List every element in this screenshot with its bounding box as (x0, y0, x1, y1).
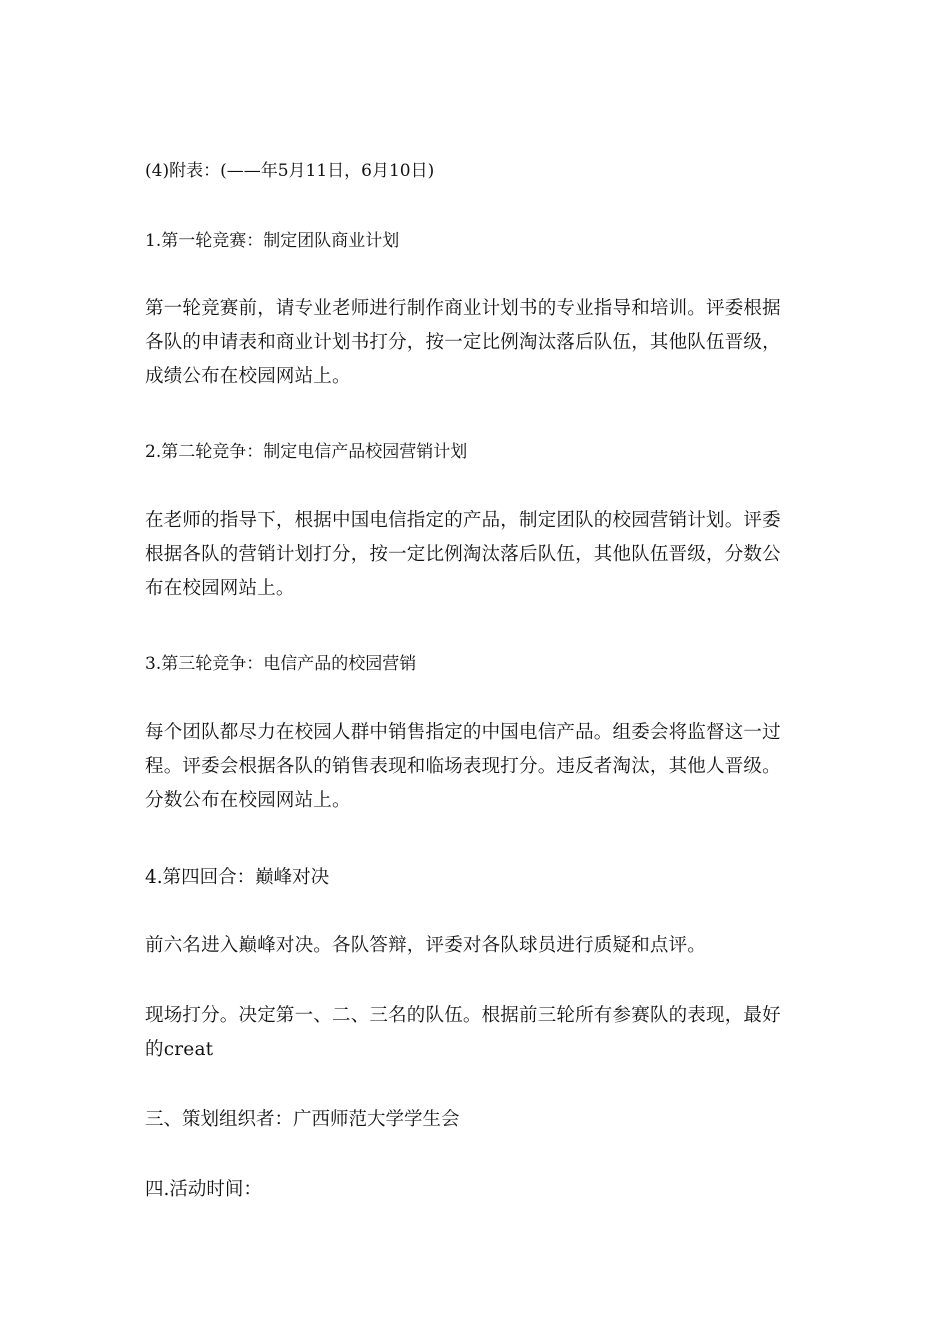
section-4-body-line: 前六名进入巅峰对决。各队答辩，评委对各队球员进行质疑和点评。 (145, 935, 707, 956)
section-2-body-line: 在老师的指导下，根据中国电信指定的产品，制定团队的校园营销计划。评委 (145, 510, 781, 531)
section-3-body-line: 每个团队都尽力在校园人群中销售指定的中国电信产品。组委会将监督这一过 (145, 722, 781, 743)
section-2-heading: 2.第二轮竞争：制定电信产品校园营销计划 (145, 442, 468, 462)
annex-line: (4)附表：(——年5月11日，6月10日) (145, 161, 435, 181)
section-3-body-line: 程。评委会根据各队的销售表现和临场表现打分。违反者淘汰，其他人晋级。 (145, 756, 781, 777)
section-3-body (145, 716, 805, 818)
section-2-body-line: 根据各队的营销计划打分，按一定比例淘汰落后队伍，其他队伍晋级，分数公 (145, 544, 781, 565)
section-3-body-line: 分数公布在校园网站上。 (145, 790, 351, 811)
section-2-body-line: 布在校园网站上。 (145, 578, 295, 599)
scoring-paragraph (145, 999, 805, 1067)
section-1-heading: 1.第一轮竞赛：制定团队商业计划 (145, 231, 400, 251)
activity-time-heading: 四.活动时间： (145, 1179, 262, 1200)
section-3-heading: 3.第三轮竞争：电信产品的校园营销 (145, 654, 417, 674)
section-1-body-line: 第一轮竞赛前，请专业老师进行制作商业计划书的专业指导和培训。评委根据 (145, 298, 781, 319)
section-1-body-line: 成绩公布在校园网站上。 (145, 366, 351, 387)
section-1-body-line: 各队的申请表和商业计划书打分，按一定比例淘汰落后队伍，其他队伍晋级， (145, 332, 781, 353)
section-4-heading: 4.第四回合：巅峰对决 (145, 867, 330, 888)
scoring-line: 的creat (145, 1039, 214, 1060)
section-2-body (145, 504, 805, 606)
section-1-body (145, 292, 805, 394)
section-4-body (145, 929, 805, 963)
organizer-line: 三、策划组织者：广西师范大学学生会 (145, 1109, 460, 1130)
scoring-line: 现场打分。决定第一、二、三名的队伍。根据前三轮所有参赛队的表现，最好 (145, 1005, 781, 1026)
